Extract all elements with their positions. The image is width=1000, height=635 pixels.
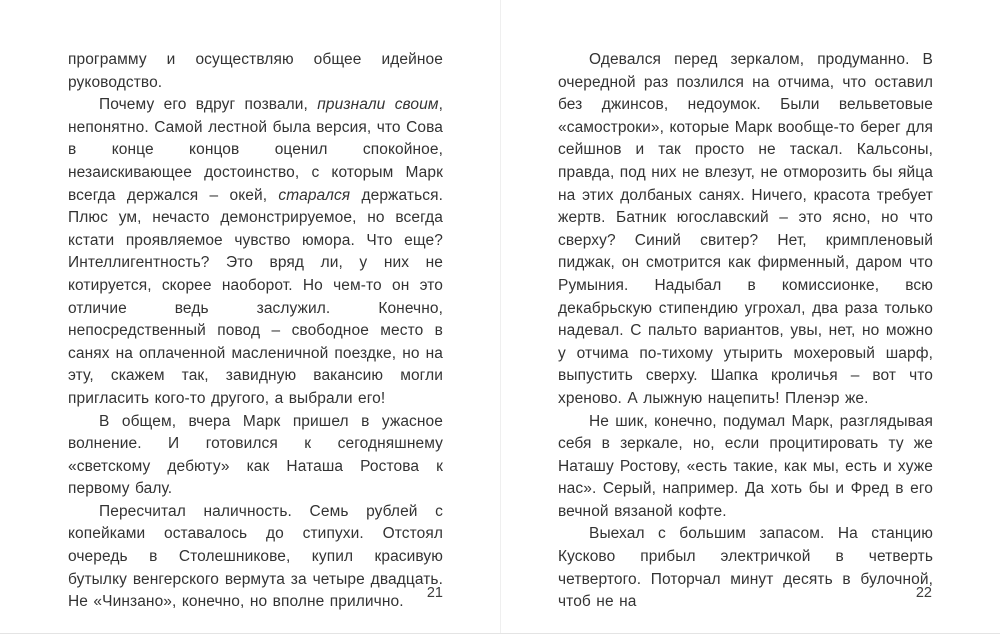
text-run-italic: старался xyxy=(278,186,351,204)
page-right xyxy=(500,0,1000,633)
paragraph xyxy=(68,94,443,410)
text-run: держаться. Плюс ум, нечасто демонстрируемое, но всегда кстати проявляемое чувство юмора. Что еще? Интеллигентность? Это вряд ли, у них не котируется, скорее наоборот. Но чем-то он это отличие ведь заслужил. Конечно, непосредственный повод – свободное место в санях на оплаченной масленичной поездке, но на эту, скажем так, завидную вакансию могли пригласить кого-то другого, а выбрали его! xyxy=(68,186,444,407)
text-run: программу и осуществляю общее идейное руководство. xyxy=(68,51,443,91)
paragraph xyxy=(558,411,933,524)
page-left-number: 21 xyxy=(426,585,443,601)
text-run-italic: признали своим xyxy=(317,96,439,114)
text-run: Одевался перед зеркалом, продуманно. В очередной раз позлился на отчима, что оставил без джинсов, недоумок. Были вельветовые «самостроки», которые Марк вообще-то берег для сейшнов и так просто не таскал. Кальсоны, правда, под них не влезут, не отморозить бы яйца на этих долбаных санях. Ничего, красота требует жертв. Батник югославский – это ясно, но что сверху? Синий свитер? Нет, кримпленовый пиджак, он смотрится как фирменный, даром что Румыния. Надыбал в комиссионке, всю декабрьскую стипендию угрохал, два раза только надевал. С пальто вариантов, увы, нет, но можно у отчима по-тихому утырить мохеровый шарф, выпустить сверху. Шапка кроличья – вот что хреново. А лыжную нацепить! Пленэр же. xyxy=(558,51,933,407)
text-run: Почему его вдруг позвали, xyxy=(99,96,318,114)
paragraph xyxy=(68,411,443,501)
text-run: , непонятно. Самой лестной была версия, что Сова в конце концов оценил спокойное, незаискивающее достоинство, с которым Марк всегда держался – окей, xyxy=(68,96,443,204)
text-run: Пересчитал наличность. Семь рублей с копейками оставалось до стипухи. Отстоял очередь в Столешникове, купил красивую бутылку венгерского вермута за четыре двадцать. Не «Чинзано», конечно, но вполне прилично. xyxy=(68,502,443,611)
paragraph xyxy=(558,49,933,411)
page-left xyxy=(0,0,500,633)
page-right-text xyxy=(558,49,933,614)
paragraph xyxy=(68,501,443,614)
text-run: В общем, вчера Марк пришел в ужасное волнение. И готовился к сегодняшнему «светскому дебюту» как Наташа Ростова к первому балу. xyxy=(68,412,443,498)
paragraph xyxy=(558,523,933,613)
page-right-number: 22 xyxy=(915,585,932,601)
page-left-text xyxy=(68,49,443,614)
paragraph xyxy=(68,49,443,94)
text-run: Не шик, конечно, подумал Марк, разглядывая себя в зеркале, но, если процитировать ту же Наташу Ростову, «есть такие, как мы, есть и хуже нас». Серый, например. Да хоть бы и Фред в его вечной вязаной кофте. xyxy=(558,412,933,520)
text-run: Выехал с большим запасом. На станцию Кусково прибыл электричкой в четверть четвертого. Поторчал минут десять в булочной, чтоб не на xyxy=(558,525,933,611)
